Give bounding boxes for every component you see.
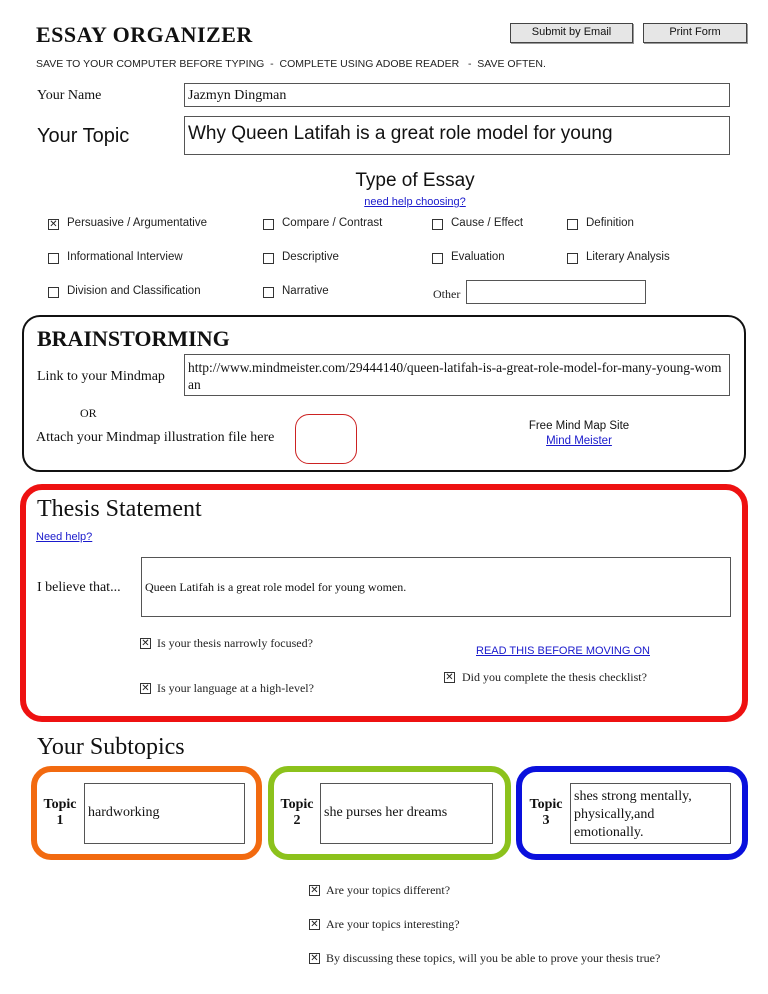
essay-type-literary-analysis-checkbox[interactable] [567, 253, 578, 264]
essay-type-cause-effect-label: Cause / Effect [451, 217, 524, 229]
subtopics-heading: Your Subtopics [37, 734, 185, 760]
essay-type-compare-contrast-checkbox[interactable] [263, 219, 274, 230]
free-site-label: Free Mind Map Site [528, 420, 630, 432]
topics-interesting-label: Are your topics interesting? [326, 917, 460, 931]
subtopic-2-label-b: 2 [293, 813, 301, 828]
other-label: Other [433, 287, 461, 301]
topic-field[interactable] [184, 116, 730, 155]
essay-type-narrative-label: Narrative [282, 285, 329, 297]
topics-prove-thesis-checkbox[interactable]: ✕ [310, 953, 319, 964]
essay-type-compare-contrast-label: Compare / Contrast [282, 217, 383, 229]
thesis-heading: Thesis Statement [37, 496, 202, 522]
page-title: ESSAY ORGANIZER [36, 22, 253, 47]
essay-type-heading: Type of Essay [355, 170, 475, 191]
print-form-button[interactable]: Print Form [643, 23, 747, 43]
subtopic-3-field[interactable] [570, 783, 731, 844]
topics-interesting-checkbox[interactable]: ✕ [310, 919, 319, 930]
essay-type-informational-interview-checkbox[interactable] [48, 253, 59, 264]
essay-type-cause-effect-checkbox[interactable] [432, 219, 443, 230]
other-field[interactable] [466, 280, 646, 304]
name-value: Jazmyn Dingman [188, 88, 287, 103]
thesis-checklist-label: Did you complete the thesis checklist? [462, 670, 647, 684]
attach-label: Attach your Mindmap illustration file here [36, 430, 275, 445]
brainstorming-heading: BRAINSTORMING [37, 326, 230, 351]
name-label: Your Name [37, 88, 102, 103]
essay-type-definition-label: Definition [586, 217, 634, 229]
thesis-checklist-checkbox[interactable]: ✕ [445, 672, 454, 683]
essay-type-narrative-checkbox[interactable] [263, 287, 274, 298]
subtopic-1-label-b: 1 [56, 813, 64, 828]
essay-type-persuasive-argumentative-label: Persuasive / Argumentative [67, 217, 207, 229]
thesis-focused-checkbox[interactable]: ✕ [141, 638, 150, 649]
or-label: OR [80, 406, 97, 420]
subtopic-1-field[interactable] [84, 783, 245, 844]
thesis-language-checkbox[interactable]: ✕ [141, 683, 150, 694]
subtopic-1-label [42, 797, 78, 829]
topics-prove-thesis-label: By discussing these topics, will you be able to prove your thesis true? [326, 951, 661, 965]
essay-type-division-and-classification-label: Division and Classification [67, 285, 201, 297]
read-before-moving-link[interactable]: READ THIS BEFORE MOVING ON [476, 645, 650, 657]
essay-type-evaluation-checkbox[interactable] [432, 253, 443, 264]
thesis-field[interactable] [141, 557, 731, 617]
essay-type-division-and-classification-checkbox[interactable] [48, 287, 59, 298]
subtopic-1-label-a: Topic [43, 797, 77, 812]
name-field[interactable] [184, 83, 730, 107]
essay-type-definition-checkbox[interactable] [567, 219, 578, 230]
essay-help-link[interactable]: need help choosing? [364, 196, 466, 208]
mind-meister-link[interactable]: Mind Meister [546, 435, 612, 447]
instructions-text: SAVE TO YOUR COMPUTER BEFORE TYPING - COMPLETE USING ADOBE READER - SAVE OFTEN. [36, 58, 546, 70]
subtopic-3-label-a: Topic [529, 797, 563, 812]
topics-different-checkbox[interactable]: ✕ [310, 885, 319, 896]
mindmap-label: Link to your Mindmap [37, 369, 165, 384]
essay-type-informational-interview-label: Informational Interview [67, 251, 183, 263]
thesis-help-link[interactable]: Need help? [36, 531, 93, 543]
essay-type-evaluation-label: Evaluation [451, 251, 505, 263]
essay-type-literary-analysis-label: Literary Analysis [586, 251, 670, 263]
topics-different-label: Are your topics different? [326, 883, 451, 897]
mindmap-link-value: http://www.mindmeister.com/29444140/queen-latifah-is-a-great-role-model-for-many-young-woman [188, 360, 722, 392]
subtopic-3-value: shes strong mentally, physically,and emotionally. [574, 789, 692, 840]
thesis-focused-label: Is your thesis narrowly focused? [157, 636, 313, 650]
essay-type-descriptive-checkbox[interactable] [263, 253, 274, 264]
subtopic-2-label [279, 797, 315, 829]
subtopic-1-value: hardworking [88, 805, 160, 820]
subtopic-3-label-b: 3 [542, 813, 550, 828]
attach-file-button[interactable] [295, 414, 357, 464]
subtopic-2-field[interactable] [320, 783, 493, 844]
essay-type-persuasive-argumentative-checkbox[interactable]: ✕ [49, 219, 58, 230]
subtopic-2-value: she purses her dreams [324, 805, 448, 820]
topic-label: Your Topic [37, 125, 130, 147]
subtopic-2-label-a: Topic [280, 797, 314, 812]
thesis-language-label: Is your language at a high-level? [157, 681, 314, 695]
thesis-value: Queen Latifah is a great role model for young women. [145, 580, 407, 594]
essay-type-descriptive-label: Descriptive [282, 251, 339, 263]
subtopic-3-label [528, 797, 564, 829]
topic-value: Why Queen Latifah is a great role model for young [188, 123, 613, 144]
submit-by-email-button[interactable]: Submit by Email [510, 23, 633, 43]
believe-label: I believe that... [37, 580, 121, 595]
mindmap-link-field[interactable] [184, 354, 730, 396]
